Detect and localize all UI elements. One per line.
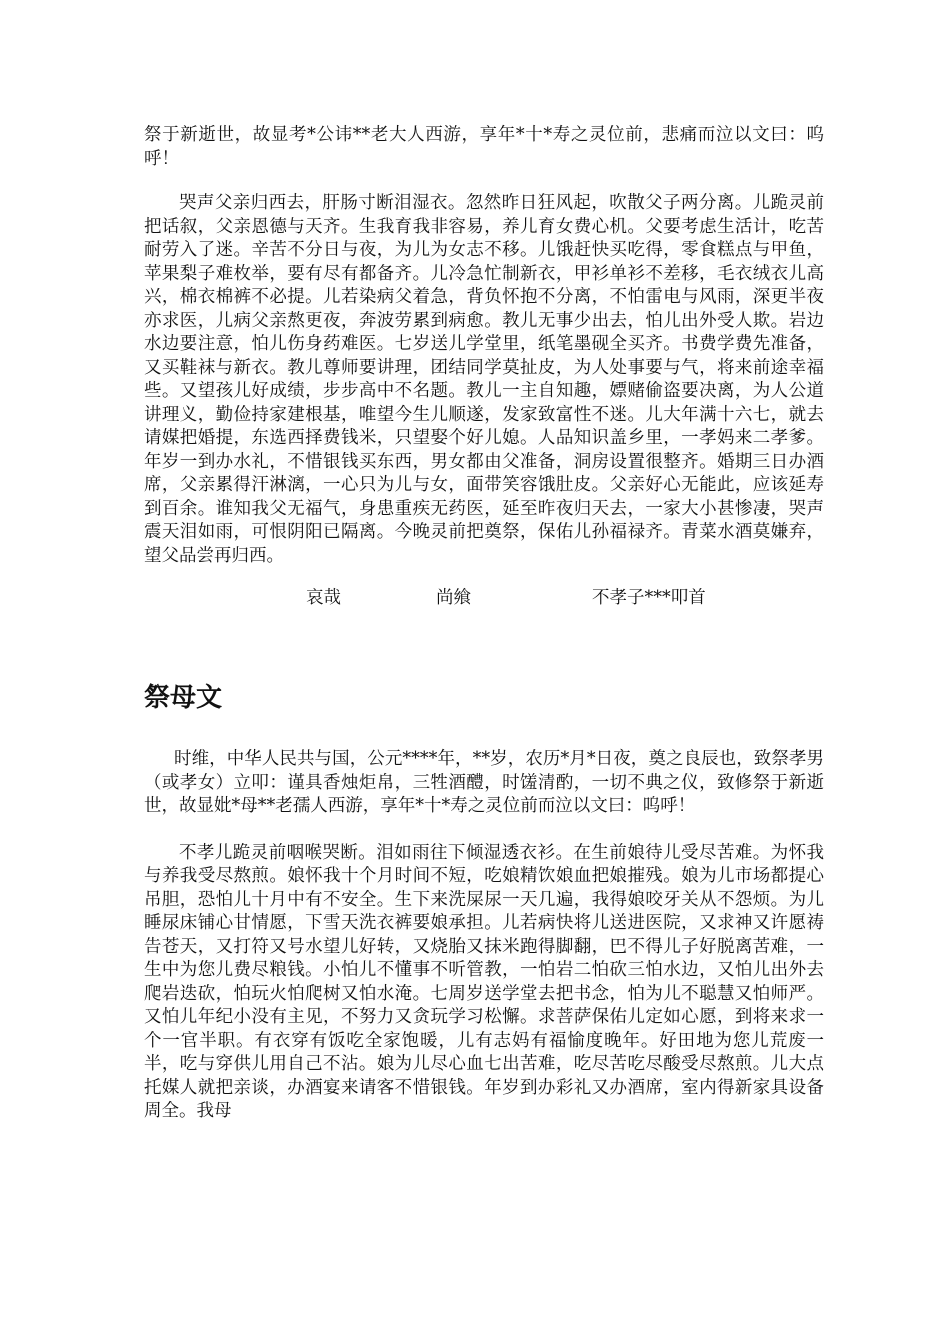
paragraph-spacer <box>144 171 824 192</box>
father-signature-line <box>144 586 824 610</box>
document-page <box>144 124 824 1124</box>
paragraph-spacer <box>144 819 824 842</box>
signature-aizai: 哀哉 <box>306 588 341 608</box>
heading-spacer <box>144 714 824 748</box>
signature-son: 不孝子***叩首 <box>592 588 706 608</box>
mother-eulogy-title: 祭母文 <box>144 683 223 713</box>
mother-body-paragraph: 不孝儿跪灵前咽喉哭断。泪如雨往下倾湿透衣衫。在生前娘待儿受尽苦难。为怀我与养我受尽熬煎。娘怀我十个月时间不短，吃娘精饮娘血把娘摧残。娘为儿市场都提心吊胆，恐怕儿十月中有不安全。生下来洗屎尿一天几遍，我得娘咬牙关从不怨烦。为儿睡尿床铺心甘情愿，下雪天洗衣裤要娘承担。儿若病快将儿送进医院，又求神又许愿祷告苍天，又打符又号水望儿好转，又烧胎又抹米跑得脚翻，巴不得儿子好脱离苦难，一生中为您儿费尽粮钱。小怕儿不懂事不听管教，一怕岩二怕砍三怕水边，又怕儿出外去爬岩迭砍，怕玩火怕爬树又怕水淹。七周岁送学堂去把书念，怕为儿不聪慧又怕师严。又怕儿年纪小没有主见，不努力又贪玩学习松懈。求菩萨保佑儿定如心愿，到将来求一个一官半职。有衣穿有饭吃全家饱暖，儿有志妈有福愉度晚年。好田地为您儿荒废一半，吃与穿供儿用自己不沾。娘为儿尽心血七出苦难，吃尽苦吃尽酸受尽熬煎。儿大点托媒人就把亲谈，办酒宴来请客不惜银钱。年岁到办彩礼又办酒席，室内得新家具设备周全。我母 <box>144 842 824 1121</box>
signature-shangxiang: 尚飨 <box>436 588 471 608</box>
father-body-paragraph: 哭声父亲归西去，肝肠寸断泪湿衣。忽然昨日狂风起，吹散父子两分离。儿跪灵前把话叙，父亲恩德与天齐。生我育我非容易，养儿育女费心机。父要考虑生活计，吃苦耐劳入了迷。辛苦不分日与夜，为儿为女志不移。儿饿赶快买吃得，零食糕点与甲鱼，苹果梨子难枚举，要有尽有都备齐。儿冷急忙制新衣，甲衫单衫不差移，毛衣绒衣儿高兴，棉衣棉裤不必提。儿若染病父着急，背负怀抱不分离，不怕雷电与风雨，深更半夜亦求医，儿病父亲熬更夜，奔波劳累到病愈。教儿无事少出去，怕儿出外受人欺。岩边水边要注意，怕儿伤身药难医。七岁送儿学堂里，纸笔墨砚全买齐。书费学费先准备，又买鞋袜与新衣。教儿尊师要讲理，团结同学莫扯皮，为人处事要与气，将来前途幸福些。又望孩儿好成绩，步步高中不名题。教儿一主自知趣，嫖赌偷盗要决离，为人公道讲理义，勤俭持家建根基，唯望今生儿顺遂，发家致富性不迷。儿大年满十六七，就去请媒把婚提，东选西择费钱米，只望娶个好儿媳。人品知识盖乡里，一孝妈来二孝爹。年岁一到办水礼，不惜银钱买东西，男女都由父准备，洞房设置很整齐。婚期三日办酒席，父亲累得汗淋漓，一心只为儿与女，面带笑容饿肚皮。父亲好心无能此，应该延寿到百余。谁知我父无福气，身患重疾无药医，延至昨夜归天去，一家大小甚惨凄，哭声震天泪如雨，可恨阴阳已隔离。今晚灵前把奠祭，保佑儿孙福禄齐。青菜水酒莫嫌弃，望父品尝再归西。 <box>144 193 824 566</box>
father-opening-paragraph: 祭于新逝世，故显考*公讳**老大人西游，享年*十*寿之灵位前，悲痛而泣以文曰：呜呼！ <box>144 125 824 169</box>
mother-opening-paragraph: 时维，中华人民共与国，公元****年，**岁，农历*月*日夜，奠之良辰也，致祭孝男（或孝女）立叩：谨具香烛炬帛，三牲酒醴，时馐清酌，一切不典之仪，致修祭于新逝世，故显妣*母**老孺人西游，享年*十*寿之灵位前而泣以文曰：呜呼！ <box>144 749 824 816</box>
